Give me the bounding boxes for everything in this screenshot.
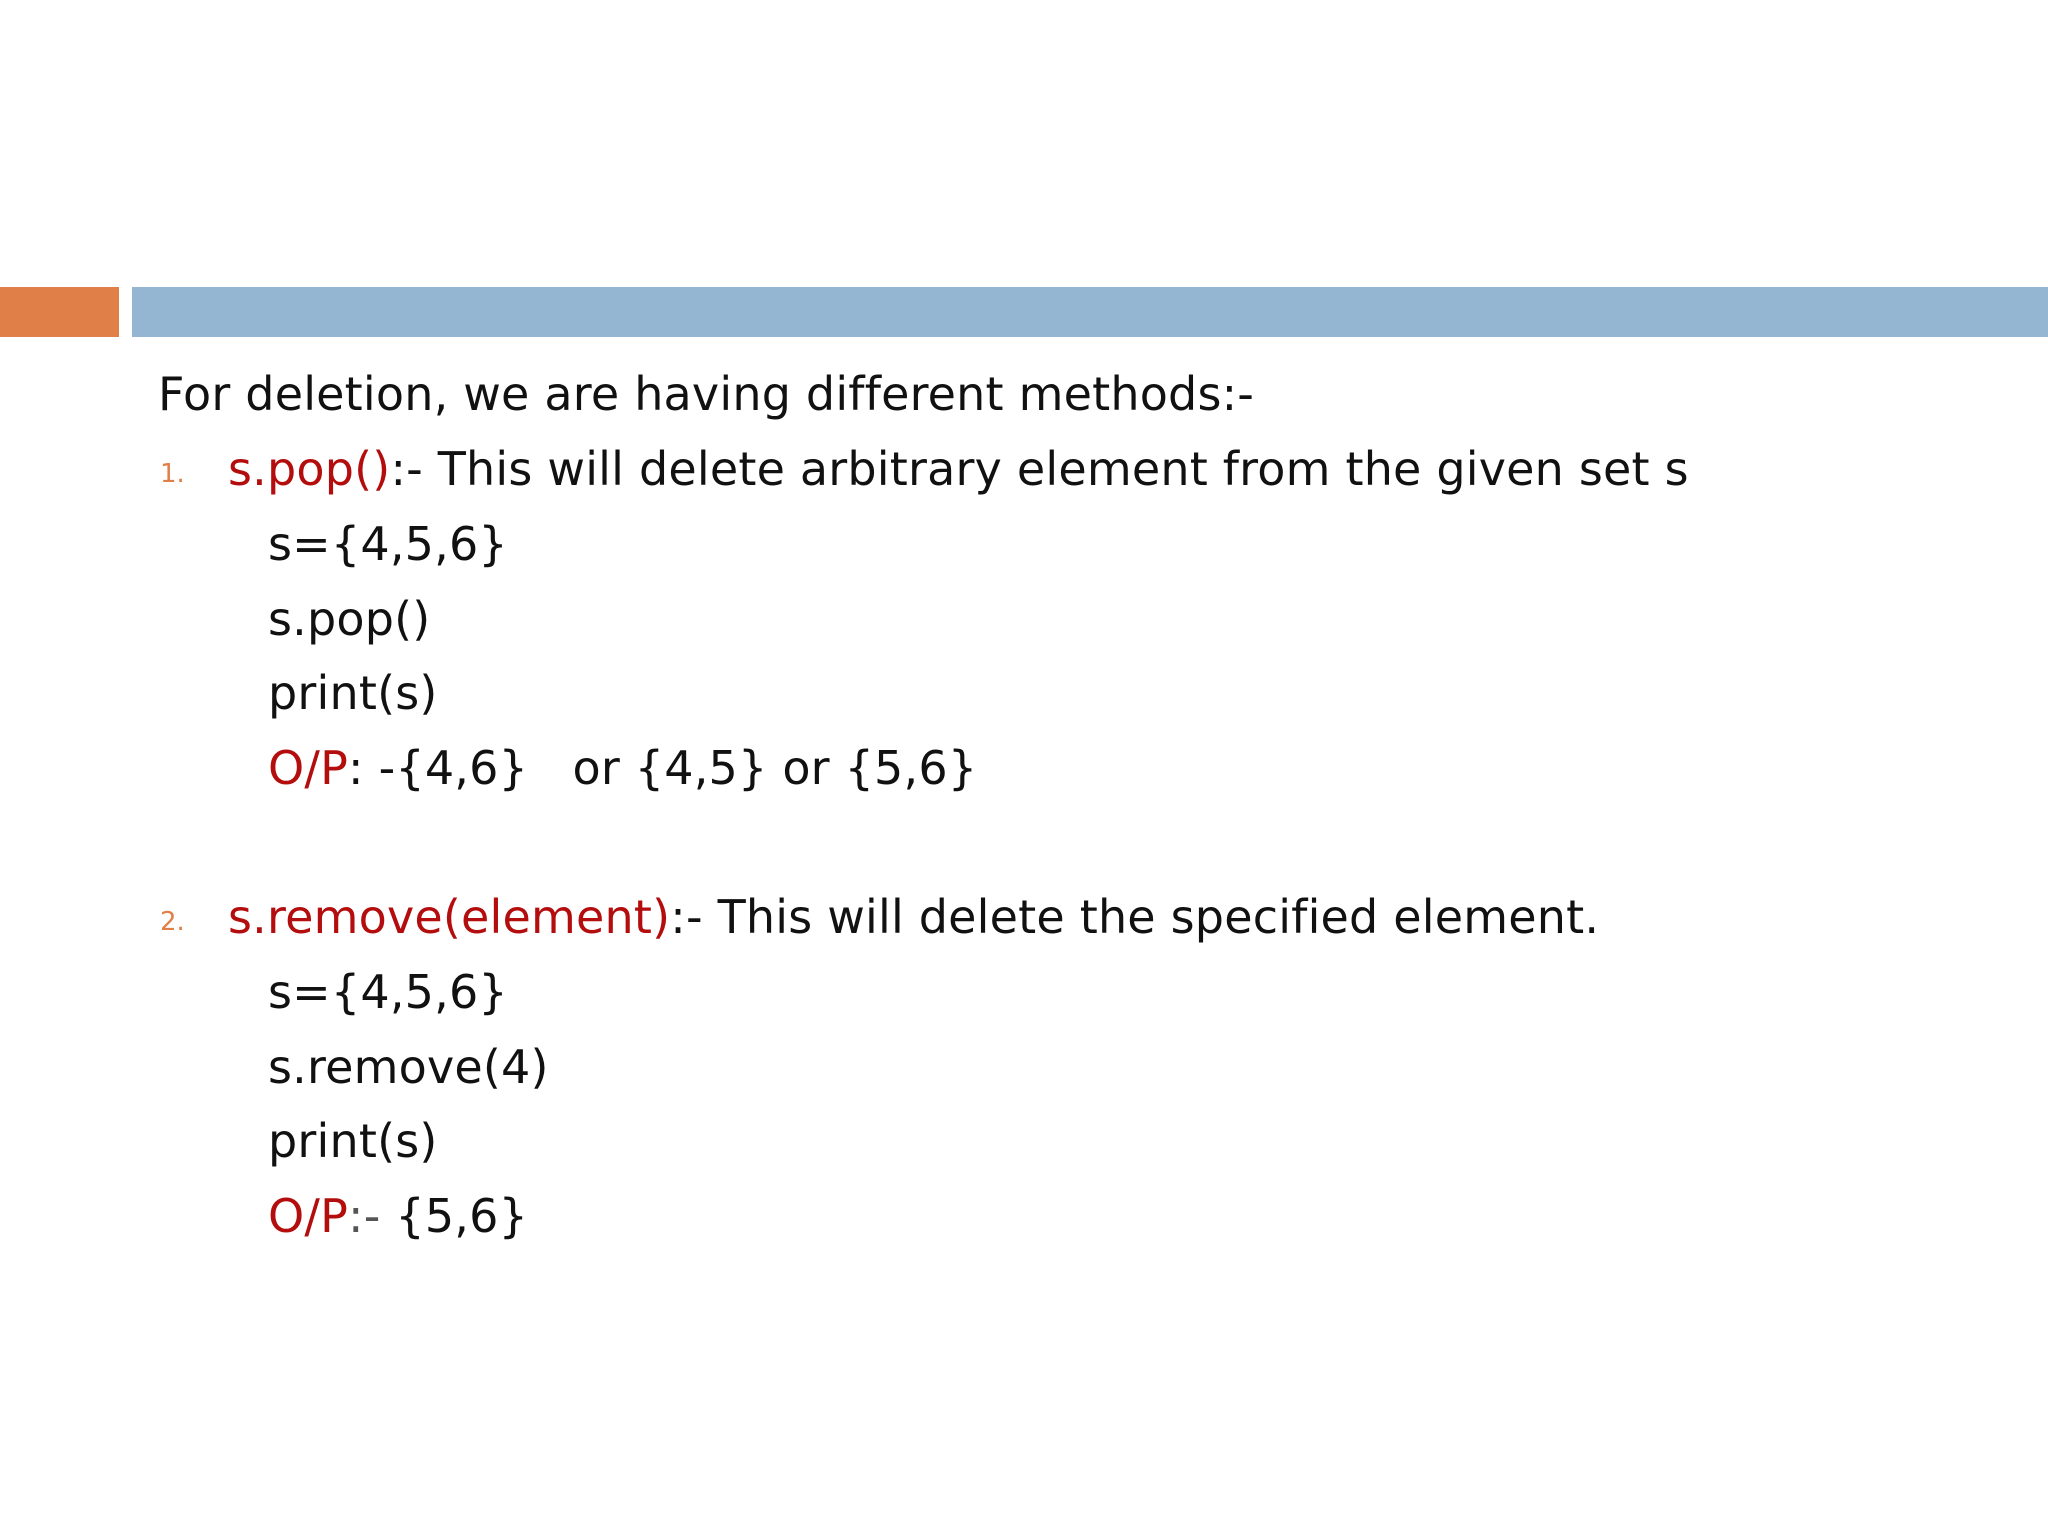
item-1-code-line-2: s.pop() [268,592,431,646]
item-2-method: s.remove(element) [228,890,671,944]
item-1-code-line-3: print(s) [268,666,438,720]
item-2-code-line-1: s={4,5,6} [268,965,508,1019]
item-1-output-sep: : [348,741,364,795]
item-1-output-label: O/P [268,741,349,795]
list-number-2: 2. [160,907,185,937]
item-2-code-line-3: print(s) [268,1114,438,1168]
item-1-description: This will delete arbitrary element from the given set s [422,442,1689,496]
item-1-heading [228,441,1689,497]
item-1-separator: :- [390,442,423,496]
item-2-heading [228,889,1599,945]
header-accent-blue [132,287,2048,337]
header-accent-orange [0,287,119,337]
item-2-output-sep: :- [348,1189,381,1243]
item-2-output-label: O/P [268,1189,349,1243]
item-1-output-value: -{4,6} or {4,5} or {5,6} [363,741,978,795]
item-2-output [268,1188,528,1244]
item-2-separator: :- [670,890,703,944]
intro-text: For deletion, we are having different methods:- [158,367,1255,421]
item-1-method: s.pop() [228,442,391,496]
item-2-output-value: {5,6} [380,1189,529,1243]
item-1-code-line-1: s={4,5,6} [268,517,508,571]
list-number-1: 1. [160,459,185,489]
item-2-code-line-2: s.remove(4) [268,1040,549,1094]
item-1-output [268,740,977,796]
item-2-description: This will delete the specified element. [702,890,1600,944]
